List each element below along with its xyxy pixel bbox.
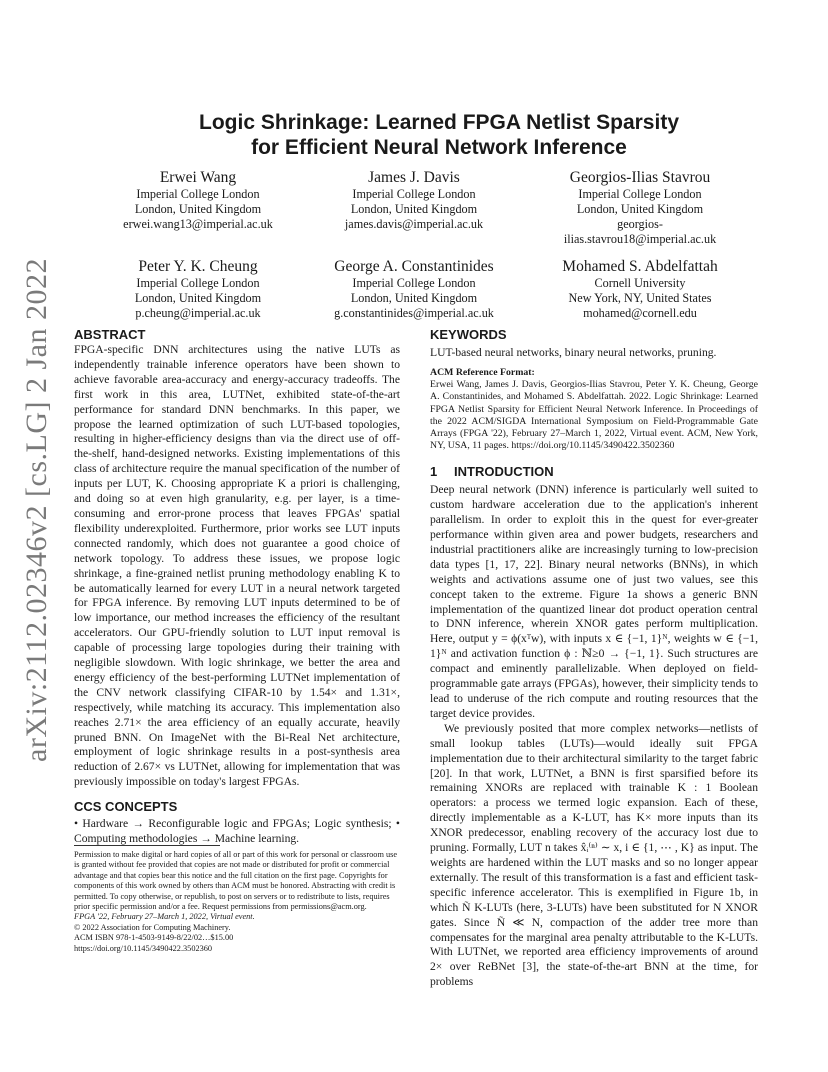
author-name: James J. Davis [368, 169, 460, 186]
author-block [522, 257, 758, 321]
acm-reference-text: Erwei Wang, James J. Davis, Georgios-Ilias Stavrou, Peter Y. K. Cheung, George A. Constantinides, and Mohamed S. Abdelfattah. 2022. Logic Shrinkage: Learned FPGA Netlist Sparsity for Efficient Neural Network Inference. In Proceedings of the 2022 ACM/SIGDA International Symposium on Field-Programmable Gate Arrays (FPGA '22), February 27–March 1, 2022, Virtual event. ACM, New York, NY, USA, 11 pages. https://doi.org/10.1145/3490422.3502360 [430, 379, 758, 452]
footnote-doi: https://doi.org/10.1145/3490422.3502360 [74, 943, 213, 953]
author-name: George A. Constantinides [334, 258, 494, 275]
author-block [522, 168, 758, 247]
intro-heading [430, 464, 758, 480]
author-name: Erwei Wang [159, 169, 237, 186]
author-block [80, 168, 316, 232]
ccs-text: • Hardware → Reconfigurable logic and FPGAs; Logic synthesis; • Computing methodologies → Machine learning. [74, 817, 400, 846]
footnote-permission: Permission to make digital or hard copies of all or part of this work for personal or classroom use is granted without fee provided that copies are not made or distributed for profit or commercial advantage and that copies bear this notice and the full citation on the first page. Copyrights for components of this work owned by others than ACM must be honored. Abstracting with credit is permitted. To copy otherwise, or republish, to post on servers or to redistribute to lists, requires prior specific permission and/or a fee. Request permissions from permissions@acm.org. [74, 850, 398, 912]
author-name: Georgios-Ilias Stavrou [569, 169, 711, 186]
author-location: London, United Kingdom [134, 291, 262, 305]
author-name: Mohamed S. Abdelfattah [562, 258, 718, 275]
author-email: james.davis@imperial.ac.uk [344, 217, 484, 231]
author-email: erwei.wang13@imperial.ac.uk [123, 217, 273, 231]
author-block [296, 168, 532, 232]
author-affiliation: Imperial College London [352, 276, 476, 290]
author-block [296, 257, 532, 321]
ccs-heading: CCS CONCEPTS [74, 799, 178, 815]
arxiv-stamp-text: arXiv:2112.02346v2 [cs.LG] 2 Jan 2022 [20, 258, 53, 762]
right-column [430, 327, 758, 990]
author-affiliation: Cornell University [594, 276, 686, 290]
author-location: London, United Kingdom [134, 202, 262, 216]
footnote-rule [74, 845, 220, 846]
intro-section-title: INTRODUCTION [454, 464, 554, 480]
acm-reference-heading: ACM Reference Format: [430, 366, 535, 378]
keywords-heading: KEYWORDS [430, 327, 507, 342]
intro-paragraph: We previously posited that more complex networks—netlists of small lookup tables (LUTs)—would ideally suit FPGA implementation due to their architectural similarity to the target fabric [20]. In that work, LUTNet, a BNN is first sparsified before its remaining XNORs are replaced with trainable K : 1 Boolean operators: a process we termed logic expansion. Each of these, directly implementable as a K-LUT, has K× more inputs than its XNOR predecessor, enabling recovery of the accuracy lost due to pruning. Formally, LUT n takes x̂ᵢ⁽ⁿ⁾ ∼ x, i ∈ {1, ⋯ , K} as input. The weights are hardened within the LUT masks and so no longer appear externally. The result of this transformation is a fast and efficient task-specific inference accelerator. This is exemplified in Figure 1b, in which Ñ K-LUTs (here, 3-LUTs) have been substituted for N XNOR gates. Since Ñ ≪ N, compaction of the adder tree more than compensates for the marginal area penalty attributable to the K-LUTs. With LUTNet, we reported area efficiency improvements of around 2× over ReBNet [3], the state-of-the-art BNN at the time, for problems [430, 721, 758, 989]
author-location: London, United Kingdom [350, 202, 478, 216]
intro-section-number: 1 [430, 464, 438, 480]
author-email: p.cheung@imperial.ac.uk [135, 306, 261, 320]
left-column [74, 327, 400, 847]
author-affiliation: Imperial College London [136, 187, 260, 201]
title-line-2: for Efficient Neural Network Inference [251, 136, 627, 159]
intro-paragraph: Deep neural network (DNN) inference is particularly well suited to custom hardware acceleration due to the application's inherent parallelism. In order to exploit this in the quest for ever-greater performance within given area and power budgets, researchers and industrial practitioners alike are increasingly turning to low-precision data types [1, 17, 22]. Binary neural networks (BNNs), in which weights and activations assume one of just two values, see this concept taken to the extreme. Figure 1a shows a generic BNN implementation of the quantized linear dot product operation central to DNN inference, wherein XNOR gates perform multiplication. Here, output y = ϕ(xᵀw), with inputs x ∈ {−1, 1}ᴺ, weights w ∈ {−1, 1}ᴺ and activation function ϕ : ℕ≥0 → {−1, 1}. Such structures are compact and eminently parallelizable. When deployed on field-programmable gate arrays (FPGAs), however, their simplicity tends to lead to underuse of the rich compute and routing resources that the target device provides. [430, 483, 758, 720]
author-location: New York, NY, United States [568, 291, 712, 305]
author-location: London, United Kingdom [576, 202, 704, 216]
author-affiliation: Imperial College London [578, 187, 702, 201]
keywords-text: LUT-based neural networks, binary neural networks, pruning. [430, 346, 717, 359]
author-name: Peter Y. K. Cheung [138, 258, 258, 275]
author-email: g.constantinides@imperial.ac.uk [334, 306, 494, 320]
author-email: georgios- [617, 217, 663, 231]
author-block [80, 257, 316, 321]
author-affiliation: Imperial College London [352, 187, 476, 201]
footnote-block [74, 845, 400, 954]
title-line-1: Logic Shrinkage: Learned FPGA Netlist Sparsity [199, 111, 679, 134]
footnote-copyright: © 2022 Association for Computing Machinery. [74, 922, 231, 932]
abstract-heading: ABSTRACT [74, 327, 146, 342]
author-location: London, United Kingdom [350, 291, 478, 305]
arxiv-stamp [14, 258, 60, 762]
footnote-isbn: ACM ISBN 978-1-4503-9149-8/22/02…$15.00 [74, 933, 234, 943]
footnote-venue: FPGA '22, February 27–March 1, 2022, Virtual event. [74, 912, 255, 922]
paper-title [100, 110, 778, 160]
author-email-continued: ilias.stavrou18@imperial.ac.uk [563, 232, 717, 246]
author-email: mohamed@cornell.edu [583, 306, 697, 320]
author-affiliation: Imperial College London [136, 276, 260, 290]
abstract-text: FPGA-specific DNN architectures using the native LUTs as independently trainable inference operators have been shown to achieve favorable area-accuracy and energy-accuracy tradeoffs. The first work in this area, LUTNet, exhibited state-of-the-art performance for standard DNN benchmarks. In this paper, we propose the learned optimization of such LUT-based topologies, resulting in higher-efficiency designs than via the direct use of off-the-shelf, hand-designed networks. Existing implementations of this class of architecture require the manual specification of the number of inputs per LUT, K. Choosing appropriate K a priori is challenging, and doing so at even high granularity, e.g. per layer, is a time-consuming and error-prone process that leaves FPGAs' spatial flexibility underexploited. Furthermore, prior works see LUT inputs connected randomly, which does not guarantee a good choice of network topology. To address these issues, we propose logic shrinkage, a fine-grained netlist pruning methodology enabling K to be automatically learned for every LUT in a neural network targeted for FPGA inference. By removing LUT inputs determined to be of low importance, our method increases the efficiency of the resultant accelerators. Our GPU-friendly solution to LUT input removal is capable of processing large topologies during their training with negligible slowdown. With logic shrinkage, we better the area and energy efficiency of the best-performing LUTNet implementation of the CNV network classifying CIFAR-10 by 1.54× and 1.31×, respectively, while matching its accuracy. This implementation also reaches 2.71× the area efficiency of an equally accurate, heavily pruned BNN. On ImageNet with the Bi-Real Net architecture, employment of logic shrinkage results in a post-synthesis area reduction of 2.67× vs LUTNet, allowing for implementation that was previously impossible on today's largest FPGAs. [74, 343, 400, 789]
